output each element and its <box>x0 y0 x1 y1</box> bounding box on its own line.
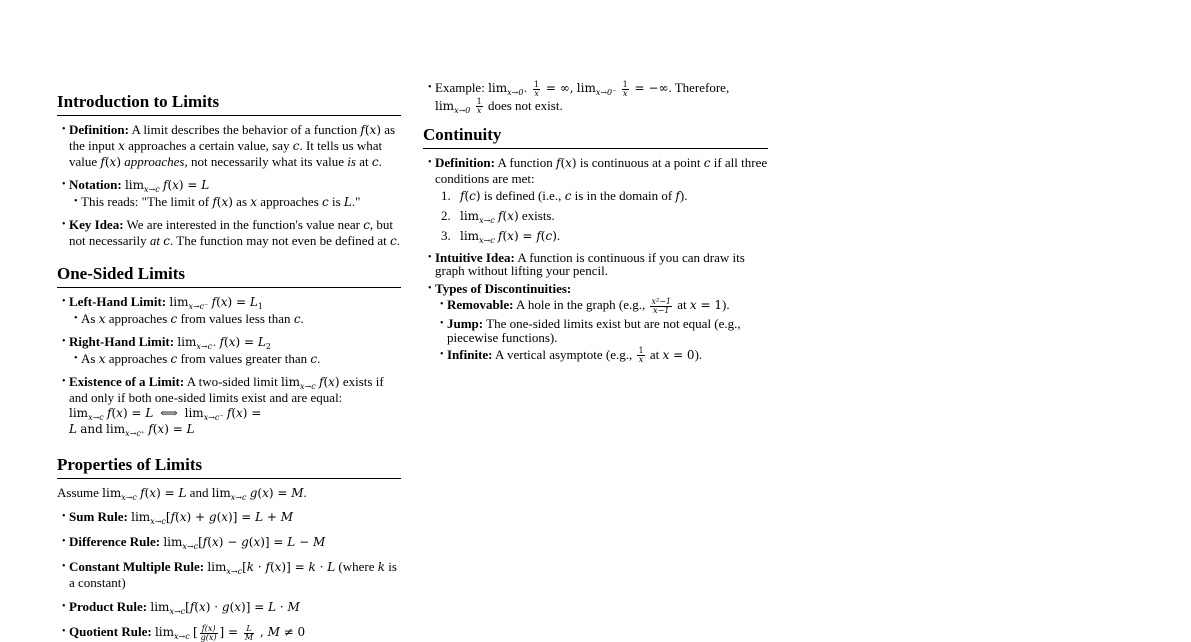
quotient-rule: • Quotient Rule: $\lim_{x\to c}$ [ $\frac{f(x)}{g(x)}$ ] = $\frac{L}{M}$ , M ≠ 0 <box>57 624 401 642</box>
infinite-discontinuity: • Infinite: A vertical asymptote (e.g., $\frac{1}{x}$ at x = 0). <box>435 347 768 365</box>
removable-discontinuity: • Removable: A hole in the graph (e.g., $\frac{\text{x²−1}}{x-1}$ at x = 1). <box>435 297 768 315</box>
right-hand-limit: • Right-Hand Limit: $\lim_{x\to c^+} f(x) = L_2$ • As x approaches c from values greater than c. <box>57 334 401 367</box>
sum-rule: • Sum Rule: $\lim_{x\to c}[f(x) + g(x)] = L + M$ <box>57 509 401 525</box>
intro-definition: • Definition: A limit describes the behavior of a function f(x) as the input x approaches a certain value, say c. It tells us what value f(x) approaches, not necessarily what its value is at c. <box>57 122 401 170</box>
one-sided-example: • Example: $\lim_{x\to 0^+}$ $\frac{1}{x}$ = ∞, $\lim_{x\to 0^-}$ $\frac{1}{x}$ = −∞. Therefore, $\lim_{x\to 0}$ $\frac{1}{x}$ does not exist. <box>423 80 768 115</box>
left-hand-limit: • Left-Hand Limit: $\lim_{x\to c^-} f(x) = L_1$ • As x approaches c from values less than c. <box>57 294 401 327</box>
constant-multiple-rule: • Constant Multiple Rule: $\lim_{x\to c}[k \cdot f(x)] = k \cdot L$ (where k is a constant) <box>57 559 401 590</box>
key-idea-label: Key Idea: <box>69 217 124 232</box>
condition-2: 2. $\lim_{x\to c} f(x)$ exists. <box>441 208 555 225</box>
section-continuity <box>423 125 768 364</box>
continuity-conditions <box>435 188 768 244</box>
condition-3: 3. $\lim_{x\to c} f(x) = f(c)$. <box>441 228 561 245</box>
intro-notation: • Notation: $\lim_{x\to c} f(x) = L$ • This reads: "The limit of f(x) as x approaches c is L." <box>57 177 401 210</box>
jump-discontinuity: • Jump: The one-sided limits exist but are not equal (e.g., piecewise functions). <box>435 317 768 345</box>
notation-label: Notation: <box>69 177 122 192</box>
types-of-discontinuities: • Types of Discontinuities: • Removable: A hole in the graph (e.g., $\frac{\text{x²−1}}{x-1}$ at x = 1). • Jump: The one-sided limits exist but are not equal (e.g., piecewise functions). • Infinite: A vertical asymptote (e.g., $\frac{1}{x}$ at x = 0). <box>423 281 768 364</box>
notation-reading: • This reads: "The limit of f(x) as x approaches c is L." <box>69 194 401 210</box>
difference-rule: • Difference Rule: $\lim_{x\to c}[f(x) - g(x)] = L - M$ <box>57 534 401 550</box>
section-title-intro: Introduction to Limits <box>57 92 401 116</box>
properties-assumption: Assume $\lim_{x\to c} f(x) = L$ and $\lim_{x\to c} g(x) = M$. <box>57 485 307 502</box>
existence-of-limit: • Existence of a Limit: A two-sided limit $\lim_{x\to c} f(x)$ exists if and only if both one-sided limits exist and are equal: $\lim_{x\to c} f(x) = L$ ⟺ $\lim_{x\to c^-} f(x)$ = L and $\lim_{x\to c^+} f(x) = L$ <box>57 374 401 437</box>
definition-label: Definition: <box>69 122 129 137</box>
example-top-list <box>423 80 768 115</box>
intro-key-idea: • Key Idea: We are interested in the function's value near c, but not necessarily at c. The function may not even be defined at c. <box>57 217 401 249</box>
section-title-one-sided: One-Sided Limits <box>57 264 401 288</box>
section-one-sided <box>57 264 401 437</box>
condition-1: 1. f(c) is defined (i.e., c is in the domain of f). <box>441 188 688 203</box>
product-rule: • Product Rule: $\lim_{x\to c}[f(x) \cdot g(x)] = L \cdot M$ <box>57 599 401 615</box>
section-title-properties: Properties of Limits <box>57 455 401 479</box>
section-intro <box>57 92 401 249</box>
section-title-continuity: Continuity <box>423 125 768 149</box>
intuitive-idea: • Intuitive Idea: A function is continuous if you can draw its graph without lifting your pencil. <box>423 251 768 277</box>
section-properties <box>57 455 401 642</box>
continuity-definition: • Definition: A function f(x) is continuous at a point c if all three conditions are met: 1. f(c) is defined (i.e., c is in the domain of f). 2. $\lim_{x\to c} f(x)$ exists. 3. $\lim_{x\to c} f(x) = f(c)$. <box>423 155 768 244</box>
